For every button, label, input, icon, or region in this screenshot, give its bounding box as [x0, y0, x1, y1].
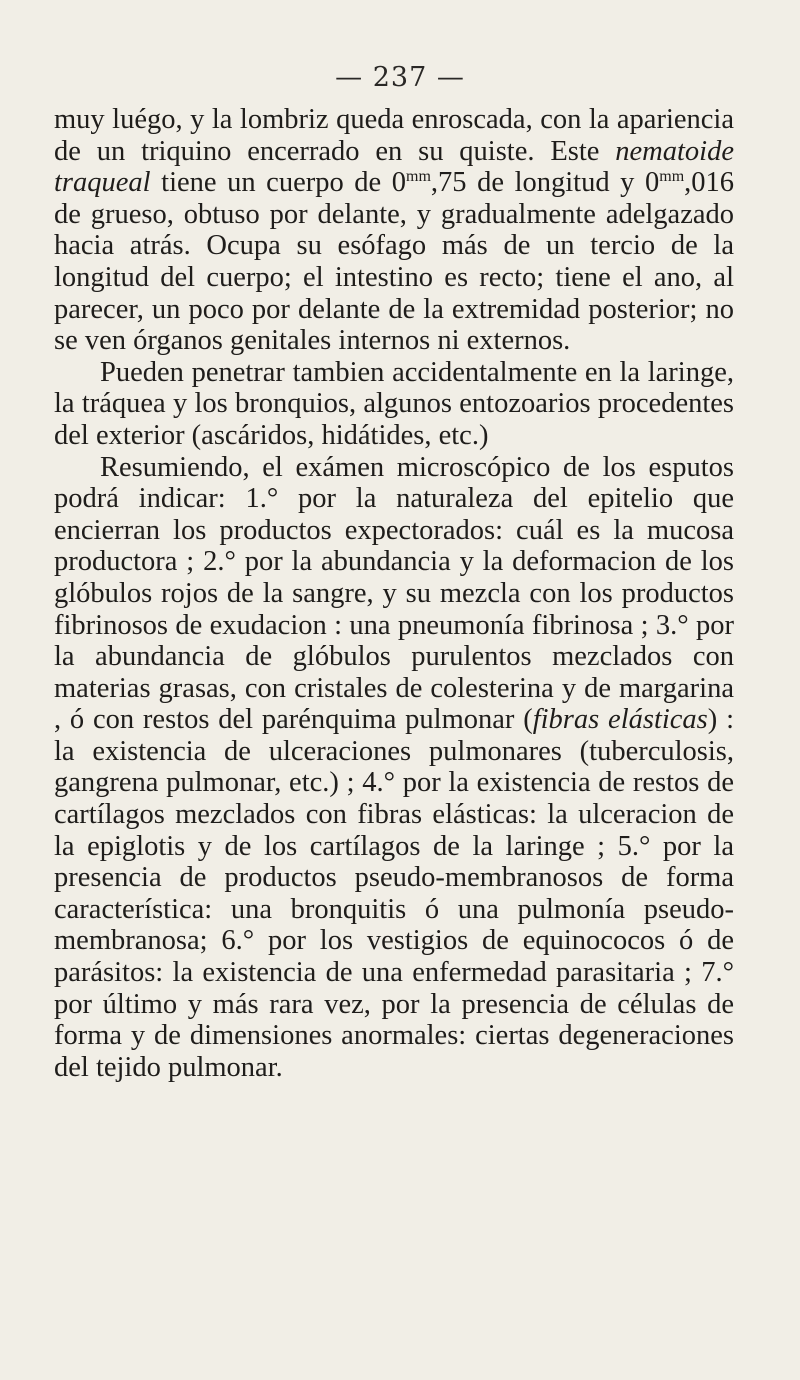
paragraph-3-italic-term: fibras elásticas [532, 704, 708, 736]
paragraph-3-text-a: Resumiendo, el exámen microscópico de los esputos podrá indicar: 1.° por la naturaleza del epitelio que encierran los productos expectorados: cuál es la mucosa productora ; 2.° por la abundancia y la deformacion de los glóbulos rojos de la sangre, y su mezcla con los productos fibrinosos de exudacion : una pneumonía fibrinosa ; 3.° por la abundancia de glóbulos purulentos mezclados con materias grasas, con cristales de colesterina y de margarina , ó con restos del parénquima pulmonar ( [54, 451, 734, 736]
paragraph-1 [54, 104, 734, 357]
paragraph-1-text-a: muy luégo, y la lombriz queda enroscada, con la apariencia de un triquino encerrado en su quiste. Este [54, 104, 734, 167]
paragraph-1-text-d: ,016 de grueso, obtuso por delante, y gradualmente adelgazado hacia atrás. Ocupa su esófago más de un tercio de la longitud del cuerpo; el intestino es recto; tiene el ano, al parecer, un poco por delante de la extremidad posterior; no se ven órganos genitales internos ni externos. [54, 167, 735, 357]
paragraph-1-unit-superscript-1: mm [406, 168, 431, 186]
paragraph-2: Pueden penetrar tambien accidentalmente en la laringe, la tráquea y los bronquios, algunos entozoarios procedentes del exterior (ascáridos, hidátides, etc.) [54, 356, 734, 451]
paragraph-1-text-c: ,75 de longitud y 0 [430, 167, 660, 199]
paragraph-1-text-b: tiene un cuerpo de 0 [150, 167, 407, 199]
page-number: — 237 — [335, 62, 465, 93]
paragraph-1-italic-term: nematoide traqueal [54, 135, 734, 199]
paragraph-1-unit-superscript-2: mm [659, 168, 685, 186]
paragraph-3-text-b: ) : la existencia de ulceraciones pulmonares (tuberculosis, gangrena pulmonar, etc.) ; 4.° por la existencia de restos de cartílagos mezclados con fibras elásticas: la ulceracion de la epiglotis y de los cartílagos de la laringe ; 5.° por la presencia de productos pseudo-membranosos de forma característica: una bronquitis ó una pulmonía pseudo-membranosa; 6.° por los vestigios de equinococos ó de parásitos: la existencia de una enfermedad parasitaria ; 7.° por último y más rara vez, por la presencia de células de forma y de dimensiones anormales: ciertas degeneraciones del tejido pulmonar. [54, 704, 734, 1083]
body-text [54, 104, 734, 1083]
paragraph-3 [54, 452, 734, 1084]
